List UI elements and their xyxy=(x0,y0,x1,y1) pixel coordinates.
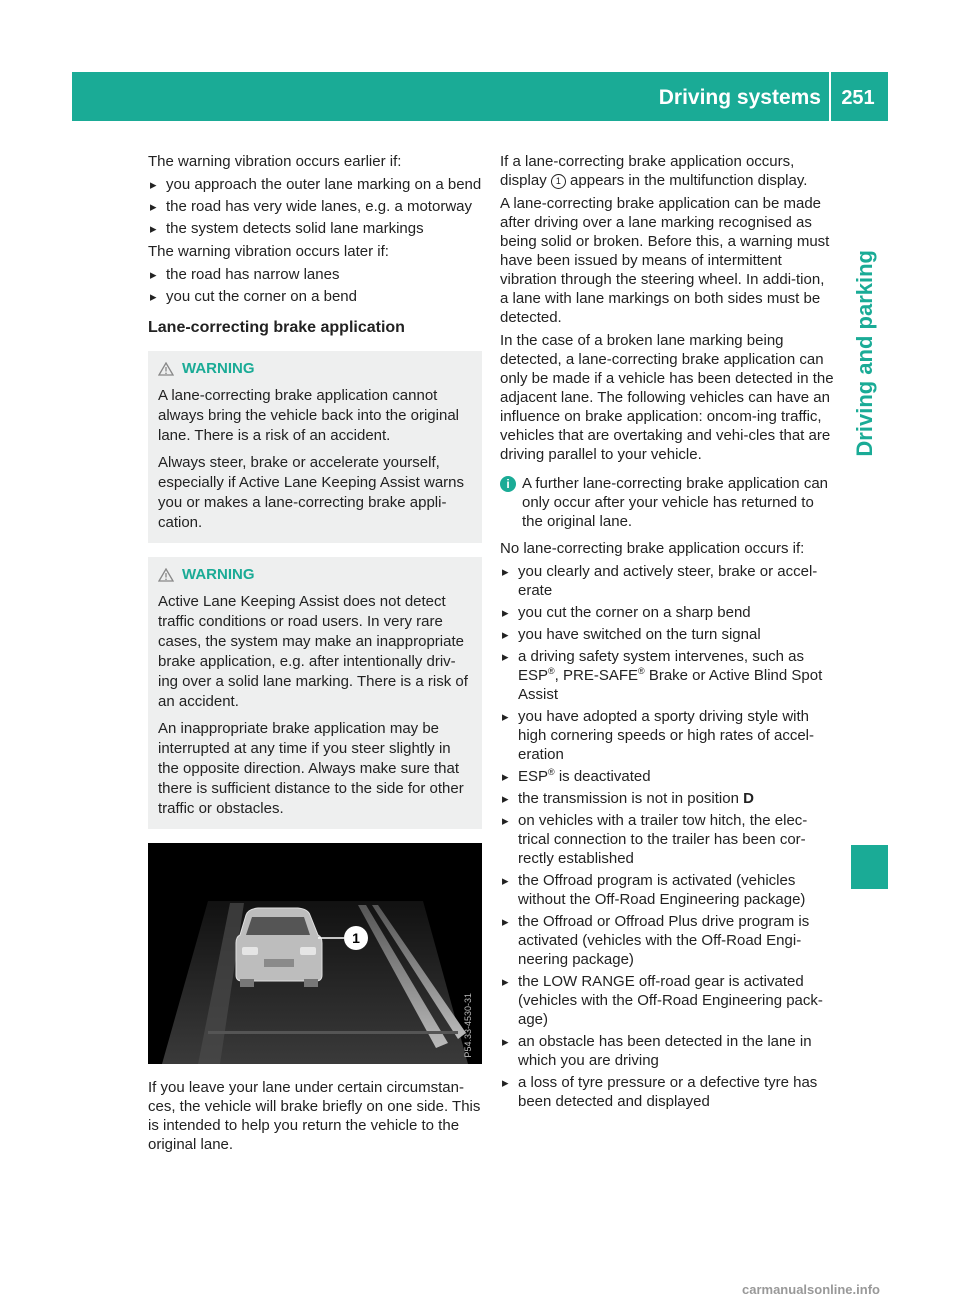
earlier-intro: The warning vibration occurs earlier if: xyxy=(148,153,402,170)
section-title: Driving systems xyxy=(658,86,821,109)
figure-code: P54.33-4530-31 xyxy=(463,993,473,1058)
paragraph: A lane-correcting brake application can be made after driving over a lane marking recognised as being solid or broken. Before this, a warning must have been issued by means of intermittent vibration through the steering wheel. In addi-tion, a lane with lane markings on both sides must be detected. xyxy=(500,195,830,326)
list-item: ▸ the LOW RANGE off-road gear is activated (vehicles with the Off-Road Engineering pack-age) xyxy=(500,972,836,1029)
warning-triangle-icon xyxy=(158,362,174,376)
paragraph: In the case of a broken lane marking being detected, a lane-correcting brake application can only be made if a vehicle has been detected in the adjacent lane. The following vehicles can have an influence on brake application: oncom-ing traffic, vehicles that are overtaking and vehi-cles that are driving parallel to your vehicle. xyxy=(500,332,834,463)
chapter-tab-label: Driving and parking xyxy=(852,250,877,457)
list-item: ▸ you clearly and actively steer, brake or accel-erate xyxy=(500,562,836,600)
warning-label: WARNING xyxy=(182,566,255,583)
chapter-tab-block xyxy=(851,845,888,889)
list-item: ▸ the road has narrow lanes xyxy=(148,265,482,284)
display-illustration xyxy=(148,843,482,1064)
warning-header xyxy=(158,565,474,584)
list-item: ▸ a loss of tyre pressure or a defective tyre has been detected and displayed xyxy=(500,1073,836,1111)
list-item: ▸ an obstacle has been detected in the lane in which you are driving xyxy=(500,1032,836,1070)
paragraph-text: If a lane-correcting brake application occurs, display xyxy=(500,153,795,189)
earlier-list xyxy=(148,175,482,238)
info-text: A further lane-correcting brake application can only occur after your vehicle has returned to the original lane. xyxy=(522,475,829,530)
section-heading: Lane-correcting brake application xyxy=(148,319,405,336)
list-item: ▸ you cut the corner on a sharp bend xyxy=(500,603,836,622)
warning-text: Active Lane Keeping Assist does not detect traffic conditions or road users. In very rare cases, the system may make an inappropriate brake application, e.g. after intentionally driv-ing over a solid lane marking. There is a risk of an accident. xyxy=(158,593,468,710)
header-divider xyxy=(829,72,831,121)
warning-box xyxy=(148,557,482,829)
warning-header xyxy=(158,359,474,378)
list-item: ▸ the road has very wide lanes, e.g. a motorway xyxy=(148,197,482,216)
list-item: ▸ you approach the outer lane marking on a bend xyxy=(148,175,482,194)
list-item: ▸ the Offroad program is activated (vehicles without the Off-Road Engineering package) xyxy=(500,871,836,909)
info-note xyxy=(500,474,836,531)
callout-number: 1 xyxy=(352,930,360,946)
warning-text: A lane-correcting brake application cannot always bring the vehicle back into the original lane. There is a risk of an accident. xyxy=(158,387,460,444)
lane-display-image xyxy=(148,843,482,1064)
watermark: carmanualsonline.info xyxy=(742,1282,880,1297)
paragraph-text: appears in the multifunction display. xyxy=(570,172,808,189)
callout-symbol: 1 xyxy=(551,174,566,189)
list-item: ▸ you have switched on the turn signal xyxy=(500,625,836,644)
page-number: 251 xyxy=(841,87,875,109)
warning-label: WARNING xyxy=(182,360,255,377)
info-icon: i xyxy=(500,476,516,492)
after-figure-text: If you leave your lane under certain circumstan-ces, the vehicle will brake briefly on one side. This is intended to help you return the vehicle to the original lane. xyxy=(148,1079,481,1153)
later-intro: The warning vibration occurs later if: xyxy=(148,243,389,260)
list-item: ▸ the Offroad or Offroad Plus drive program is activated (vehicles with the Off-Road Engi-neering package) xyxy=(500,912,836,969)
list-item: ▸ ESP® is deactivated xyxy=(500,767,836,786)
list-item: ▸ a driving safety system intervenes, such as ESP®, PRE-SAFE® Brake or Active Blind Spot Assist xyxy=(500,647,836,704)
warning-text: An inappropriate brake application may be interrupted at any time if you steer slightly in the opposite direction. Always make sure that there is sufficient distance to the side for other traffic or obstacles. xyxy=(158,720,464,817)
no-brake-intro: No lane-correcting brake application occurs if: xyxy=(500,540,805,557)
list-item: ▸ the system detects solid lane markings xyxy=(148,219,482,238)
right-column xyxy=(500,152,836,1115)
list-item: ▸ on vehicles with a trailer tow hitch, the elec-trical connection to the trailer has been cor-rectly established xyxy=(500,811,836,868)
warning-text: Always steer, brake or accelerate yourself, especially if Active Lane Keeping Assist warns you or makes a lane-correcting brake appli-cation. xyxy=(158,454,464,531)
vehicle-icon xyxy=(236,908,322,987)
later-list xyxy=(148,265,482,306)
no-brake-list xyxy=(500,562,836,1111)
list-item: ▸ the transmission is not in position D xyxy=(500,789,836,808)
warning-box xyxy=(148,351,482,543)
warning-triangle-icon xyxy=(158,568,174,582)
list-item: ▸ you have adopted a sporty driving style with high cornering speeds or high rates of accel-eration xyxy=(500,707,836,764)
left-column xyxy=(148,152,482,1158)
paragraph xyxy=(500,152,836,190)
list-item: ▸ you cut the corner on a bend xyxy=(148,287,482,306)
